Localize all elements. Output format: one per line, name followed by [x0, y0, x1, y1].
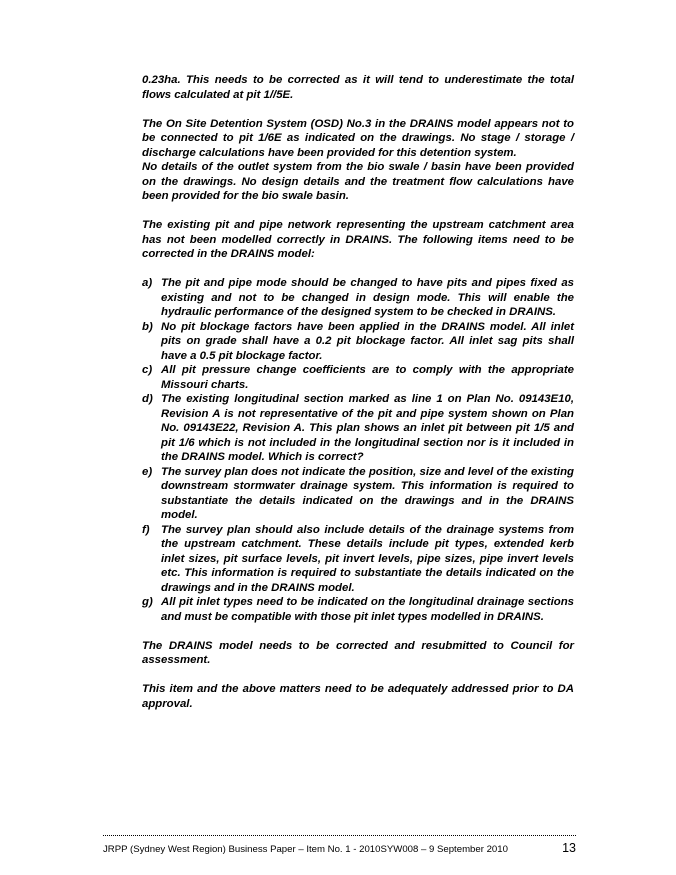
paragraph-osd: The On Site Detention System (OSD) No.3 in the DRAINS model appears not to be connected to pit 1/6E as indicated on the drawings. No stage / storage / discharge calculations have been provided for this detention system. — [142, 117, 574, 159]
paragraph-existing-network: The existing pit and pipe network representing the upstream catchment area has not been modelled correctly in DRAINS. The following items need to be corrected in the DRAINS model: — [142, 219, 574, 260]
list-marker: d) — [142, 393, 153, 405]
list-marker: e) — [142, 465, 153, 478]
list-item — [142, 276, 574, 320]
paragraph-flows: 0.23ha. This needs to be corrected as it will tend to underestimate the total flows calculated at pit 1//5E. — [142, 74, 574, 101]
document-body — [142, 73, 574, 711]
list-item — [142, 320, 574, 364]
list-item-text: No pit blockage factors have been applied in the DRAINS model. All inlet pits on grade shall have a 0.2 pit blockage factor. All inlet sag pits shall have a 0.5 pit blockage factor. — [161, 320, 574, 362]
list-item-text: The survey plan does not indicate the position, size and level of the existing downstream stormwater drainage system. This information is required to substantiate the details indicated on the drawings and in the DRAINS model. — [161, 465, 574, 521]
page-number: 13 — [562, 841, 576, 855]
list-marker: c) — [142, 364, 153, 376]
list-item — [142, 523, 574, 596]
list-item-text: All pit inlet types need to be indicated on the longitudinal drainage sections and must be compatible with those pit inlet types modelled in DRAINS. — [161, 596, 574, 623]
list-item-text: All pit pressure change coefficients are to comply with the appropriate Missouri charts. — [161, 364, 574, 391]
list-item — [142, 595, 574, 624]
list-item-text: The survey plan should also include details of the drainage systems from the upstream catchment. These details include pit types, extended kerb inlet sizes, pit surface levels, pit invert levels, pipe sizes, pipe invert levels etc. This information is required to substantiate the details indicated on the drawings and in the DRAINS model. — [161, 523, 574, 594]
list-item — [142, 465, 574, 523]
list-item — [142, 363, 574, 392]
list-item-text: The pit and pipe mode should be changed to have pits and pipes fixed as existing and not to be changed in design mode. This will enable the hydraulic performance of the designed system to be checked in DRAINS. — [161, 277, 574, 318]
list-item-text: The existing longitudinal section marked as line 1 on Plan No. 09143E10, Revision A is not representative of the pit and pipe system shown on Plan No. 09143E22, Revision A. This plan shows an inlet pit between pit 1/5 and pit 1/6 which is not included in the longitudinal section nor is it included in the DRAINS model. Which is correct? — [161, 393, 574, 463]
footer-text: JRPP (Sydney West Region) Business Paper – Item No. 1 - 2010SYW008 – 9 September 2010 — [103, 844, 508, 855]
list-marker: a) — [142, 277, 153, 289]
drains-items-list — [142, 276, 574, 624]
paragraph-da-approval: This item and the above matters need to be adequately addressed prior to DA approval. — [142, 683, 574, 710]
paragraph-outlet: No details of the outlet system from the bio swale / basin have been provided on the drawings. No design details and the treatment flow calculations have been provided for the bio swale basin. — [142, 161, 574, 202]
paragraph-resubmit: The DRAINS model needs to be corrected and resubmitted to Council for assessment. — [142, 639, 574, 666]
list-marker: b) — [142, 320, 153, 333]
footer-divider — [103, 835, 576, 836]
list-marker: f) — [142, 523, 150, 536]
page-footer — [103, 835, 576, 855]
list-marker: g) — [142, 596, 153, 608]
list-item — [142, 392, 574, 465]
